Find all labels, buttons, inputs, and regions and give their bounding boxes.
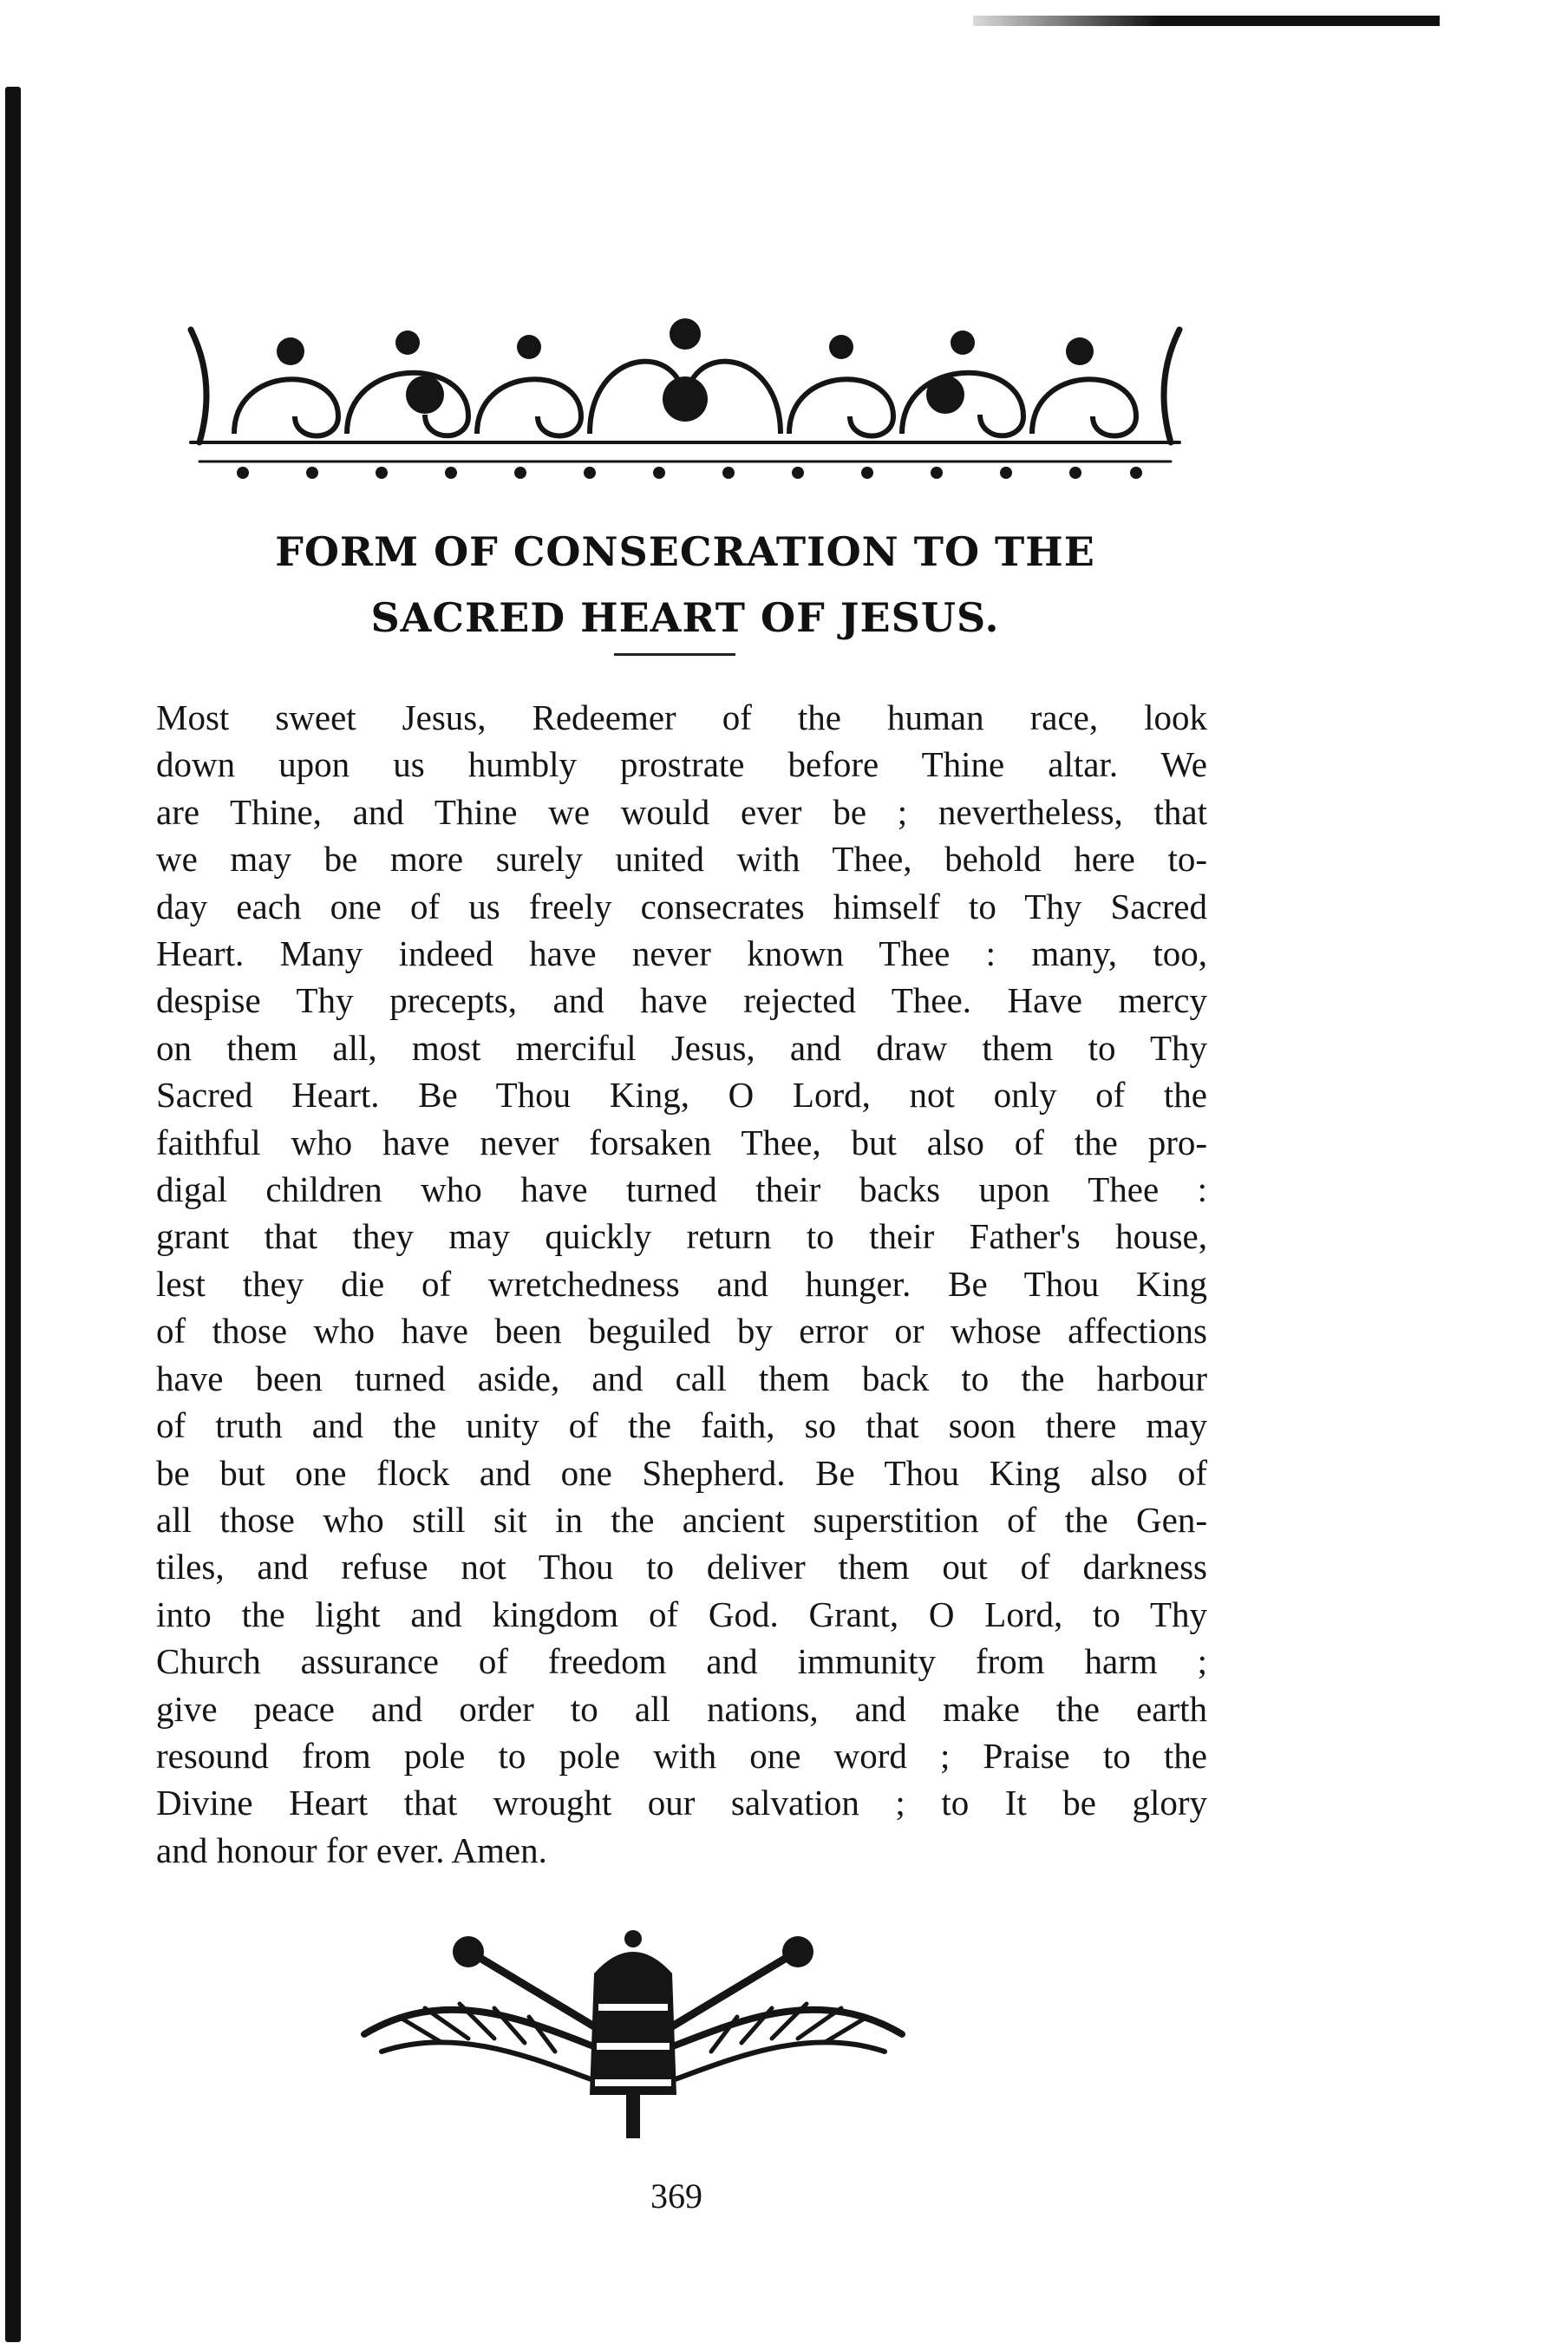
text-line: of truth and the unity of the faith, so that soon there may	[156, 1405, 1207, 1446]
text-line: resound from pole to pole with one word ; Praise to the	[156, 1735, 1207, 1776]
text-line: despise Thy precepts, and have rejected Thee. Have mercy	[156, 980, 1207, 1021]
text-line: Most sweet Jesus, Redeemer of the human race, look	[156, 697, 1207, 737]
text-line: have been turned aside, and call them back to the harbour	[156, 1358, 1207, 1398]
text-line: of those who have been beguiled by error or whose affections	[156, 1311, 1207, 1351]
text-line: Sacred Heart. Be Thou King, O Lord, not only of the	[156, 1075, 1207, 1116]
text-line: tiles, and refuse not Thou to deliver them out of darkness	[156, 1547, 1207, 1587]
papal-tiara-keys-tailpiece-ornament	[347, 1921, 919, 2147]
title-divider	[614, 653, 735, 656]
text-line: down upon us humbly prostrate before Thine altar. We	[156, 744, 1207, 785]
text-line: give peace and order to all nations, and make the earth	[156, 1688, 1207, 1729]
page-number: 369	[650, 2176, 702, 2215]
title-line-1: FORM OF CONSECRATION TO THE	[275, 528, 1095, 575]
scan-edge-shadow	[5, 87, 21, 2342]
text-line: grant that they may quickly return to their Father's house,	[156, 1216, 1207, 1257]
chapter-title	[156, 519, 1214, 651]
text-line: are Thine, and Thine we would ever be ; nevertheless, that	[156, 791, 1207, 832]
text-line: lest they die of wretchedness and hunger. Be Thou King	[156, 1263, 1207, 1304]
text-line: we may be more surely united with Thee, behold here to-	[156, 839, 1207, 880]
text-line: day each one of us freely consecrates himself to Thy Sacred	[156, 886, 1207, 926]
decorative-headpiece-ornament	[165, 312, 1205, 486]
title-line-2: SACRED HEART OF JESUS.	[370, 594, 1000, 641]
text-line: on them all, most merciful Jesus, and draw them to Thy	[156, 1027, 1207, 1068]
text-line: Church assurance of freedom and immunity from harm ;	[156, 1641, 1207, 1682]
text-line: be but one flock and one Shepherd. Be Thou King also of	[156, 1452, 1207, 1493]
consecration-prayer-text	[156, 694, 1207, 1874]
text-line: digal children who have turned their backs upon Thee :	[156, 1169, 1207, 1210]
text-line: Heart. Many indeed have never known Thee : many, too,	[156, 933, 1207, 974]
scan-top-rule	[973, 16, 1440, 26]
text-line: all those who still sit in the ancient superstition of the Gen-	[156, 1499, 1207, 1540]
text-line: into the light and kingdom of God. Grant, O Lord, to Thy	[156, 1594, 1207, 1634]
text-line: and honour for ever. Amen.	[156, 1829, 547, 1870]
text-line: Divine Heart that wrought our salvation ; to It be glory	[156, 1783, 1207, 1823]
text-line: faithful who have never forsaken Thee, but also of the pro-	[156, 1122, 1207, 1162]
